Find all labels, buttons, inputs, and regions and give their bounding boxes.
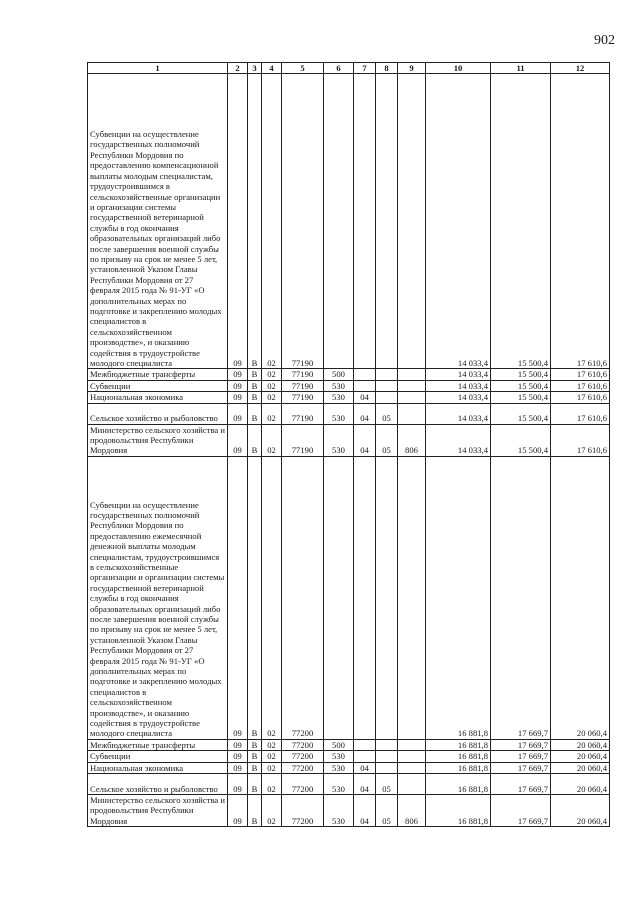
row-name: Сельское хозяйство и рыболовство	[88, 403, 228, 424]
cell-col-10: 14 033,4	[426, 424, 491, 456]
header-cell: 9	[398, 63, 426, 74]
cell-col-10: 14 033,4	[426, 369, 491, 380]
cell-col-2: 09	[228, 774, 248, 795]
table-row	[88, 774, 610, 795]
cell-col-3: В	[248, 739, 262, 750]
cell-col-11: 15 500,4	[491, 74, 551, 369]
cell-col-9	[398, 403, 426, 424]
cell-col-3: В	[248, 456, 262, 739]
cell-col-10: 16 881,8	[426, 762, 491, 773]
cell-col-3: В	[248, 369, 262, 380]
cell-col-5: 77200	[282, 774, 324, 795]
cell-col-2: 09	[228, 456, 248, 739]
cell-col-9	[398, 369, 426, 380]
cell-col-6: 500	[324, 369, 354, 380]
cell-col-5: 77200	[282, 751, 324, 762]
cell-col-4: 02	[262, 739, 282, 750]
cell-col-2: 09	[228, 751, 248, 762]
cell-col-12: 17 610,6	[551, 424, 610, 456]
cell-col-12: 17 610,6	[551, 74, 610, 369]
table-row	[88, 456, 610, 739]
row-name: Межбюджетные трансферты	[88, 739, 228, 750]
cell-col-10: 16 881,8	[426, 774, 491, 795]
cell-col-4: 02	[262, 392, 282, 403]
cell-col-11: 15 500,4	[491, 392, 551, 403]
cell-col-9	[398, 380, 426, 391]
table-row	[88, 403, 610, 424]
cell-col-4: 02	[262, 456, 282, 739]
cell-col-10: 14 033,4	[426, 380, 491, 391]
cell-col-8	[376, 751, 398, 762]
cell-col-6: 530	[324, 380, 354, 391]
header-cell: 7	[354, 63, 376, 74]
table-row	[88, 762, 610, 773]
cell-col-10: 14 033,4	[426, 403, 491, 424]
cell-col-4: 02	[262, 403, 282, 424]
cell-col-12: 20 060,4	[551, 795, 610, 827]
cell-col-11: 15 500,4	[491, 380, 551, 391]
cell-col-7: 04	[354, 762, 376, 773]
cell-col-7: 04	[354, 795, 376, 827]
cell-col-12: 17 610,6	[551, 369, 610, 380]
cell-col-4: 02	[262, 795, 282, 827]
cell-col-5: 77200	[282, 739, 324, 750]
cell-col-6	[324, 74, 354, 369]
cell-col-8	[376, 762, 398, 773]
page-number: 902	[594, 33, 615, 48]
row-name: Национальная экономика	[88, 762, 228, 773]
header-cell: 2	[228, 63, 248, 74]
cell-col-12: 20 060,4	[551, 739, 610, 750]
cell-col-5: 77190	[282, 369, 324, 380]
cell-col-6: 530	[324, 392, 354, 403]
row-name: Министерство сельского хозяйства и продовольствия Республики Мордовия	[88, 795, 228, 827]
cell-col-2: 09	[228, 74, 248, 369]
cell-col-7	[354, 456, 376, 739]
cell-col-5: 77190	[282, 424, 324, 456]
header-cell: 5	[282, 63, 324, 74]
header-cell: 1	[88, 63, 228, 74]
cell-col-2: 09	[228, 392, 248, 403]
cell-col-6: 530	[324, 774, 354, 795]
header-cell: 8	[376, 63, 398, 74]
cell-col-5: 77190	[282, 380, 324, 391]
cell-col-6: 530	[324, 762, 354, 773]
cell-col-4: 02	[262, 762, 282, 773]
table-row	[88, 739, 610, 750]
cell-col-4: 02	[262, 369, 282, 380]
cell-col-9	[398, 751, 426, 762]
cell-col-5: 77190	[282, 403, 324, 424]
cell-col-8: 05	[376, 403, 398, 424]
cell-col-10: 14 033,4	[426, 392, 491, 403]
cell-col-5: 77200	[282, 762, 324, 773]
cell-col-2: 09	[228, 795, 248, 827]
cell-col-3: В	[248, 392, 262, 403]
header-cell: 11	[491, 63, 551, 74]
header-cell: 3	[248, 63, 262, 74]
cell-col-7	[354, 739, 376, 750]
cell-col-2: 09	[228, 762, 248, 773]
cell-col-10: 14 033,4	[426, 74, 491, 369]
cell-col-7	[354, 369, 376, 380]
cell-col-6: 530	[324, 403, 354, 424]
cell-col-8	[376, 369, 398, 380]
cell-col-12: 20 060,4	[551, 762, 610, 773]
cell-col-4: 02	[262, 380, 282, 391]
cell-col-7	[354, 751, 376, 762]
cell-col-4: 02	[262, 74, 282, 369]
row-name: Сельское хозяйство и рыболовство	[88, 774, 228, 795]
cell-col-3: В	[248, 774, 262, 795]
cell-col-5: 77190	[282, 392, 324, 403]
cell-col-11: 17 669,7	[491, 774, 551, 795]
cell-col-3: В	[248, 751, 262, 762]
cell-col-8	[376, 380, 398, 391]
cell-col-9: 806	[398, 424, 426, 456]
row-name: Субвенции на осуществление государственных полномочий Республики Мордовия по предоставлению компенсационной выплаты молодым специалистам, трудоустроившимся в сельскохозяйственные организации и организации системы государственной ветеринарной службы в год окончания образовательных организаций либо после завершения военной службы по призыву на срок не менее 5 лет, установленной Указом Главы Республики Мордовия от 27 февраля 2015 года № 91-УГ «О дополнительных мерах по подготовке и закреплению молодых специалистов в сельскохозяйственном производстве», и оказанию содействия в трудоустройстве молодого специалиста	[88, 74, 228, 369]
cell-col-11: 15 500,4	[491, 403, 551, 424]
row-name: Субвенции на осуществление государственных полномочий Республики Мордовия по предоставлению ежемесячной денежной выплаты молодым специалистам, трудоустроившимся в сельскохозяйственные организации и организации системы государственной ветеринарной службы в год окончания образовательных организаций либо после завершения военной службы по призыву на срок не менее 5 лет, установленной Указом Главы Республики Мордовия от 27 февраля 2015 года № 91-УГ «О дополнительных мерах по подготовке и закреплению молодых специалистов в сельскохозяйственном производстве», и оказанию содействия в трудоустройстве молодого специалиста	[88, 456, 228, 739]
cell-col-8	[376, 739, 398, 750]
cell-col-9: 806	[398, 795, 426, 827]
table-row	[88, 795, 610, 827]
header-row	[88, 63, 610, 74]
cell-col-2: 09	[228, 403, 248, 424]
cell-col-7: 04	[354, 424, 376, 456]
header-cell: 12	[551, 63, 610, 74]
cell-col-4: 02	[262, 774, 282, 795]
cell-col-4: 02	[262, 424, 282, 456]
row-name: Субвенции	[88, 751, 228, 762]
row-name: Межбюджетные трансферты	[88, 369, 228, 380]
cell-col-7: 04	[354, 403, 376, 424]
row-name: Национальная экономика	[88, 392, 228, 403]
cell-col-8: 05	[376, 424, 398, 456]
header-cell: 4	[262, 63, 282, 74]
cell-col-11: 17 669,7	[491, 751, 551, 762]
cell-col-9	[398, 762, 426, 773]
cell-col-11: 17 669,7	[491, 739, 551, 750]
cell-col-7	[354, 380, 376, 391]
cell-col-11: 17 669,7	[491, 456, 551, 739]
cell-col-8	[376, 74, 398, 369]
cell-col-5: 77200	[282, 795, 324, 827]
row-name: Министерство сельского хозяйства и продовольствия Республики Мордовия	[88, 424, 228, 456]
cell-col-7: 04	[354, 774, 376, 795]
cell-col-2: 09	[228, 369, 248, 380]
cell-col-9	[398, 392, 426, 403]
table-row	[88, 424, 610, 456]
cell-col-7: 04	[354, 392, 376, 403]
cell-col-12: 20 060,4	[551, 774, 610, 795]
table-row	[88, 380, 610, 391]
cell-col-5: 77190	[282, 74, 324, 369]
cell-col-4: 02	[262, 751, 282, 762]
row-name: Субвенции	[88, 380, 228, 391]
cell-col-12: 20 060,4	[551, 751, 610, 762]
cell-col-11: 15 500,4	[491, 369, 551, 380]
cell-col-6: 500	[324, 739, 354, 750]
cell-col-11: 15 500,4	[491, 424, 551, 456]
cell-col-10: 16 881,8	[426, 739, 491, 750]
cell-col-11: 17 669,7	[491, 762, 551, 773]
cell-col-3: В	[248, 762, 262, 773]
cell-col-2: 09	[228, 424, 248, 456]
cell-col-12: 17 610,6	[551, 380, 610, 391]
cell-col-12: 20 060,4	[551, 456, 610, 739]
table-row	[88, 369, 610, 380]
header-cell: 10	[426, 63, 491, 74]
table-row	[88, 392, 610, 403]
table-row	[88, 751, 610, 762]
cell-col-6: 530	[324, 795, 354, 827]
cell-col-10: 16 881,8	[426, 751, 491, 762]
cell-col-9	[398, 456, 426, 739]
cell-col-10: 16 881,8	[426, 456, 491, 739]
cell-col-6	[324, 456, 354, 739]
cell-col-7	[354, 74, 376, 369]
cell-col-3: В	[248, 74, 262, 369]
cell-col-3: В	[248, 403, 262, 424]
cell-col-6: 530	[324, 424, 354, 456]
cell-col-3: В	[248, 380, 262, 391]
cell-col-9	[398, 74, 426, 369]
cell-col-2: 09	[228, 380, 248, 391]
cell-col-12: 17 610,6	[551, 403, 610, 424]
cell-col-3: В	[248, 424, 262, 456]
cell-col-3: В	[248, 795, 262, 827]
cell-col-2: 09	[228, 739, 248, 750]
cell-col-5: 77200	[282, 456, 324, 739]
cell-col-9	[398, 739, 426, 750]
budget-table	[87, 62, 610, 827]
cell-col-8: 05	[376, 795, 398, 827]
cell-col-12: 17 610,6	[551, 392, 610, 403]
table-row	[88, 74, 610, 369]
cell-col-8: 05	[376, 774, 398, 795]
cell-col-10: 16 881,8	[426, 795, 491, 827]
header-cell: 6	[324, 63, 354, 74]
cell-col-9	[398, 774, 426, 795]
cell-col-8	[376, 392, 398, 403]
cell-col-8	[376, 456, 398, 739]
cell-col-6: 530	[324, 751, 354, 762]
cell-col-11: 17 669,7	[491, 795, 551, 827]
